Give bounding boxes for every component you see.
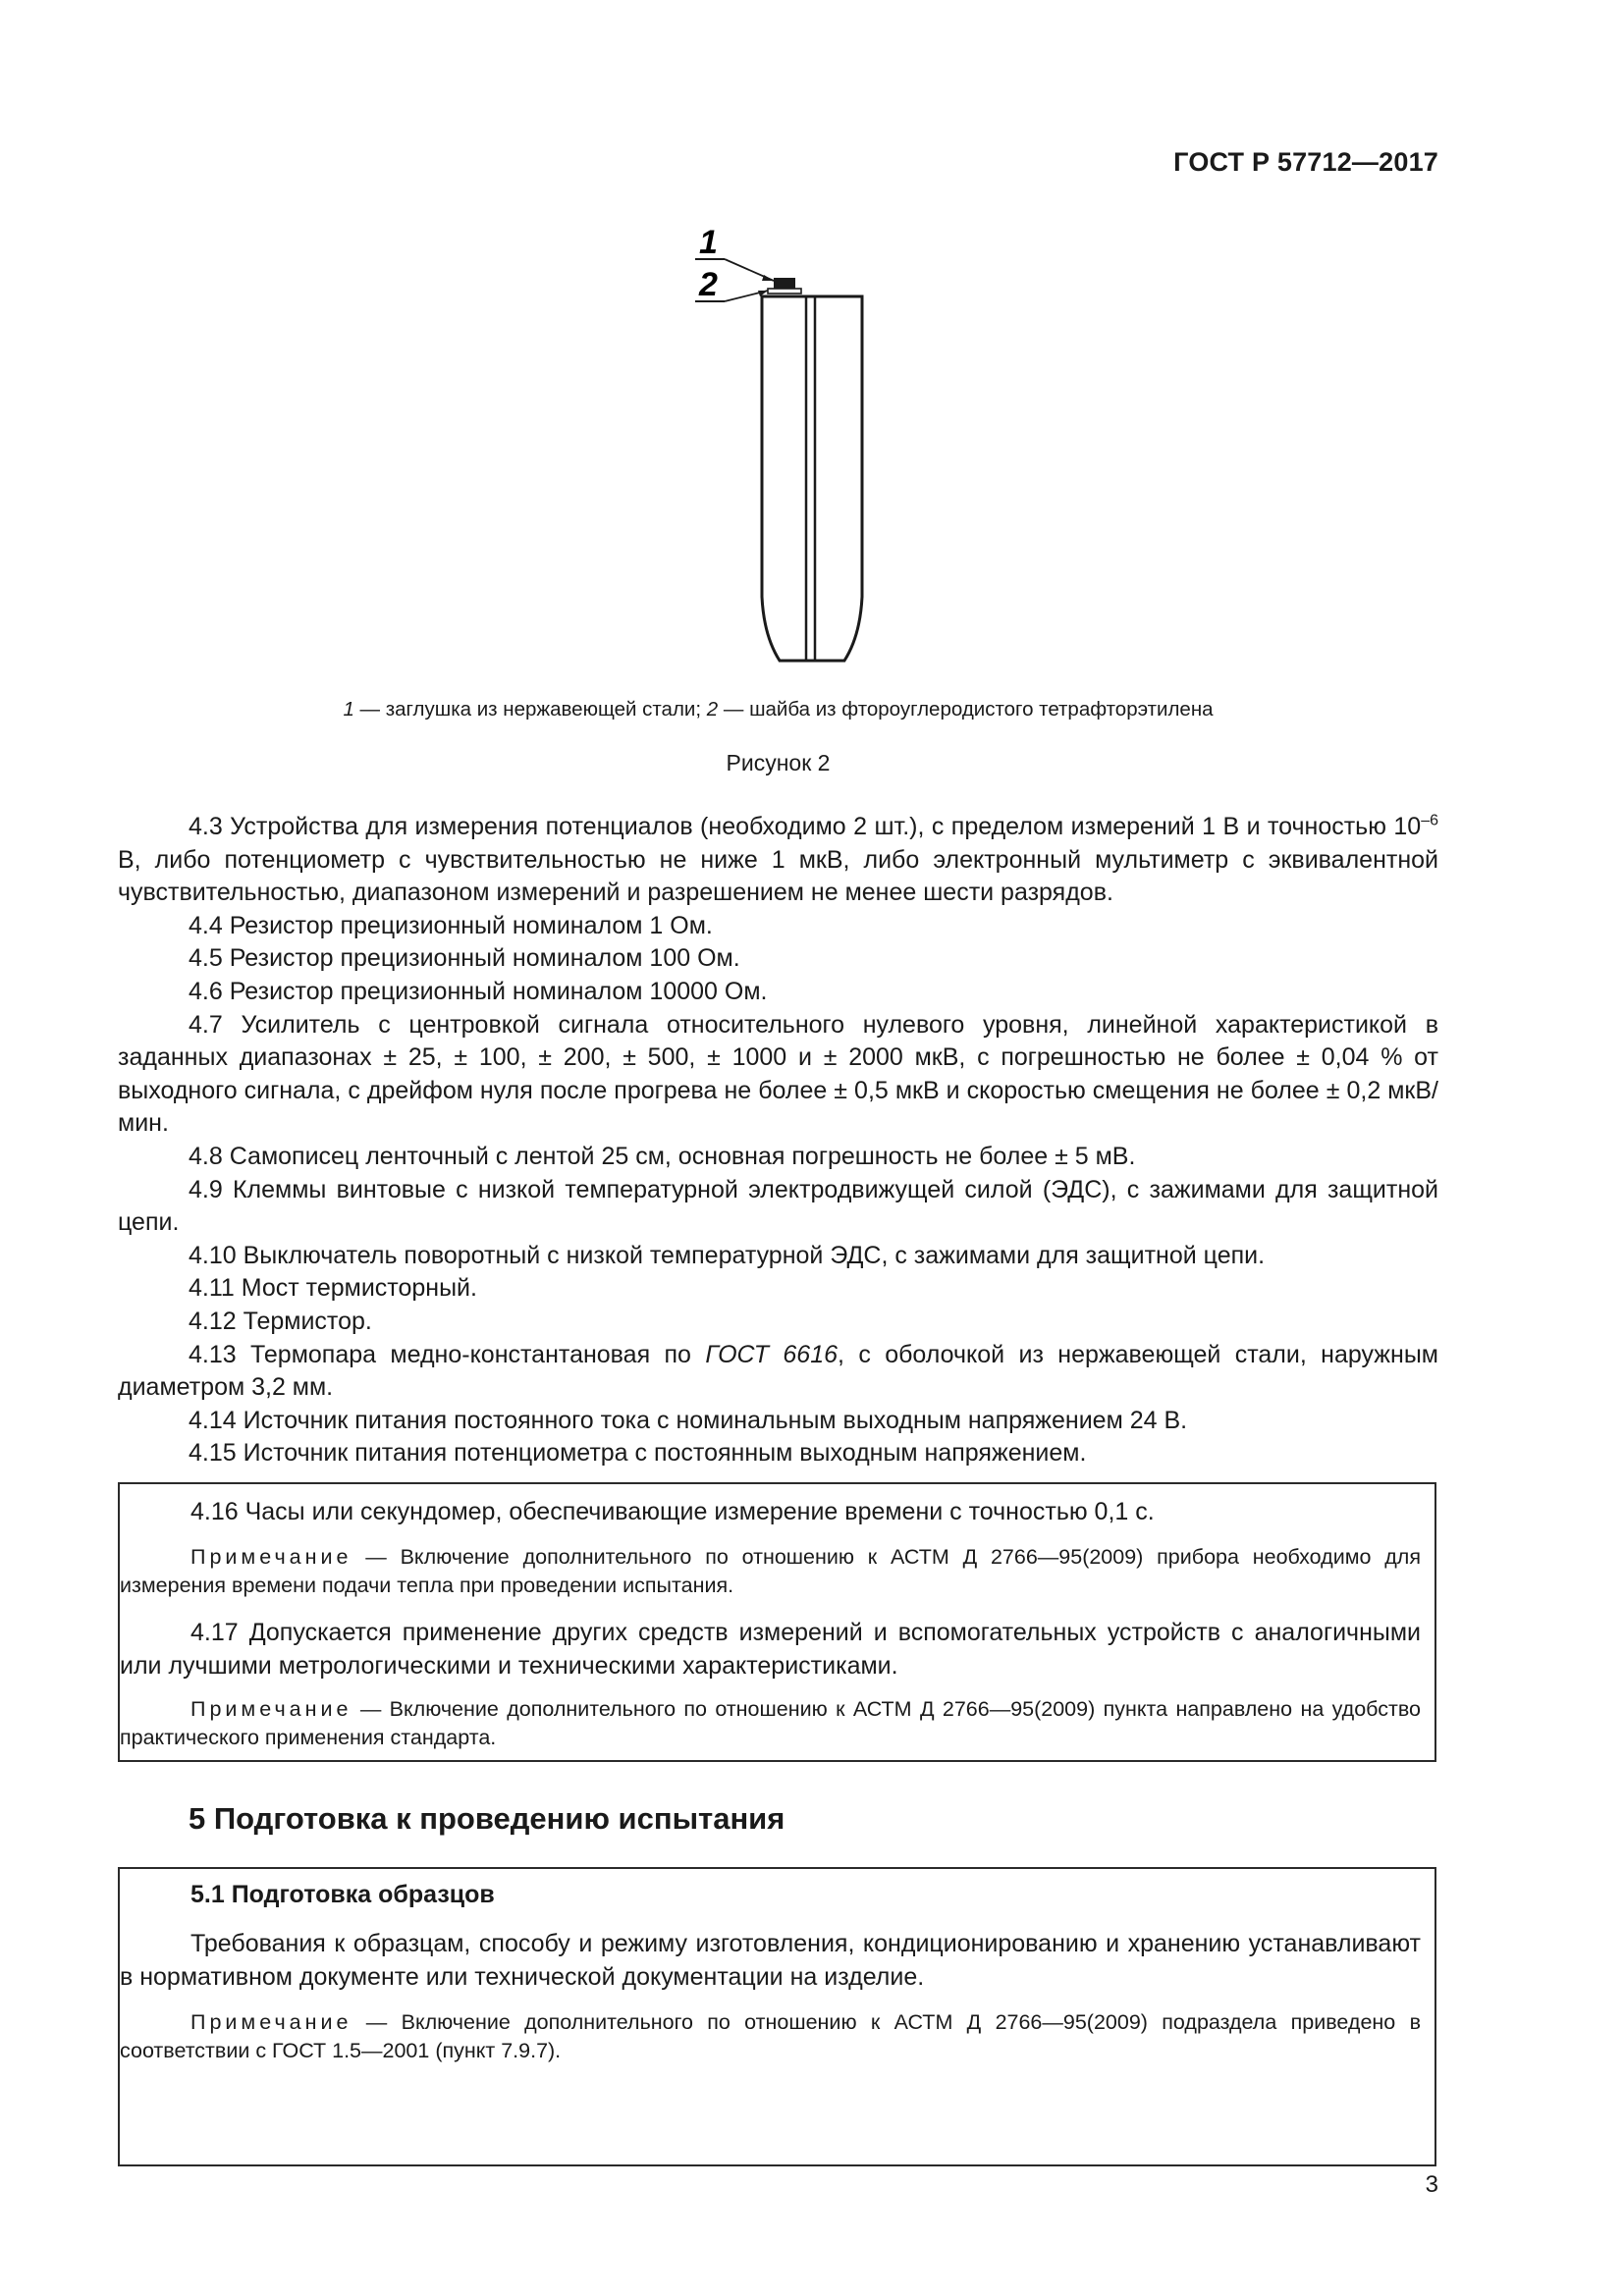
leader-arrow-1 — [762, 275, 774, 281]
paragraph-4-3 — [118, 811, 1438, 910]
figure-title: Рисунок 2 — [726, 750, 831, 775]
note-label: Примечание — [190, 1545, 352, 1569]
document-code: ГОСТ Р 57712—2017 — [1173, 147, 1438, 177]
paragraph-4-16: 4.16 Часы или секундомер, обеспечивающие измерение времени с точностью 0,1 с. — [190, 1498, 1155, 1525]
paragraph-4-15: 4.15 Источник питания потенциометра с постоянным выходным напряжением. — [189, 1439, 1087, 1468]
paragraph-4-8: 4.8 Самописец ленточный с лентой 25 см, основная погрешность не более ± 5 мВ. — [189, 1142, 1136, 1170]
note-label: Примечание — [190, 1697, 352, 1721]
container-body — [762, 296, 862, 661]
figure-container-drawing — [677, 224, 913, 675]
page-number: 3 — [1425, 2171, 1438, 2198]
figure-legend — [118, 698, 1438, 721]
paragraph-4-3-part-a: 4.3 Устройства для измерения потенциалов (необходимо 2 шт.), с пределом измерений 1 В и точностью 10 — [189, 813, 1422, 840]
paragraph-4-10: 4.10 Выключатель поворотный с низкой температурной ЭДС, с зажимами для защитной цепи. — [189, 1241, 1266, 1269]
paragraph-4-5: 4.5 Резистор прецизионный номиналом 100 Ом. — [189, 944, 740, 973]
paragraph-4-13-part-b: , с оболочкой из нержавеющей стали, наружным диаметром 3,2 мм. — [118, 1340, 1438, 1402]
paragraph-4-12: 4.12 Термистор. — [189, 1307, 372, 1335]
callout-label-2: 2 — [699, 266, 718, 303]
framed-block-additions — [118, 1482, 1436, 1762]
legend-text-2: — шайба из фтороуглеродистого тетрафторэтилена — [718, 698, 1214, 721]
paragraph-4-13-standard-ref: ГОСТ 6616 — [705, 1340, 839, 1368]
subsection-5-1-heading: 5.1 Подготовка образцов — [190, 1881, 495, 1908]
paragraph-4-3-exponent: –6 — [1421, 812, 1438, 829]
paragraph-4-13-part-a: 4.13 Термопара медно-константановая по — [189, 1340, 706, 1368]
paragraph-4-6: 4.6 Резистор прецизионный номиналом 10000 Ом. — [189, 977, 768, 1005]
note-text: — Включение дополнительного по отношению к АСТМ Д 2766—95(2009) подраздела приведено в соответствии с ГОСТ 1.5—2001 (пункт 7.9.7). — [120, 2010, 1421, 2062]
ptfe-washer — [768, 289, 801, 294]
paragraph-4-4: 4.4 Резистор прецизионный номиналом 1 Ом. — [189, 911, 713, 939]
note-4-16 — [120, 1543, 1421, 1600]
paragraph-4-7: 4.7 Усилитель с центровкой сигнала относительного нулевого уровня, линейной характеристикой в заданных диапазонах ± 25, ± 100, ± 200, ± 500, ± 1000 и ± 2000 мкВ, с погрешностью не более ± 0,04 % от выходного сигнала, с дрейфом нуля после прогрева не более ± 0,5 мкВ и скоростью смещения не более ± 0,2 мкВ/мин. — [118, 1010, 1438, 1138]
paragraph-4-3-part-b: В, либо потенциометр с чувствительностью не ниже 1 мкВ, либо электронный мультиметр с эквивалентной чувствительностью, диапазоном измерений и разрешением не менее шести разрядов. — [118, 845, 1438, 907]
paragraph-5-1: Требования к образцам, способу и режиму изготовления, кондиционированию и хранению устанавливают в нормативном документе или технической документации на изделие. — [120, 1930, 1421, 1991]
note-label: Примечание — [190, 2010, 352, 2034]
note-4-17 — [120, 1695, 1421, 1752]
note-text: — Включение дополнительного по отношению к АСТМ Д 2766—95(2009) пункта направлено на удобство практического применения стандарта. — [120, 1697, 1421, 1749]
figure-container-drawing-svg — [677, 224, 913, 675]
framed-block-section-5-1 — [118, 1867, 1436, 2166]
paragraph-4-14: 4.14 Источник питания постоянного тока с номинальным выходным напряжением 24 В. — [189, 1406, 1188, 1434]
section-5-heading: 5 Подготовка к проведению испытания — [189, 1801, 785, 1836]
paragraph-4-9: 4.9 Клеммы винтовые с низкой температурной электродвижущей силой (ЭДС), с зажимами для защитной цепи. — [118, 1175, 1438, 1237]
paragraph-4-11: 4.11 Мост термисторный. — [189, 1274, 477, 1303]
body-text — [118, 811, 1438, 1470]
note-text: — Включение дополнительного по отношению к АСТМ Д 2766—95(2009) прибора необходимо для измерения времени подачи тепла при проведении испытания. — [120, 1545, 1421, 1597]
paragraph-4-17: 4.17 Допускается применение других средств измерений и вспомогательных устройств с аналогичными или лучшими метрологическими и техническими характеристиками. — [120, 1619, 1421, 1680]
legend-num-2: 2 — [706, 698, 719, 721]
callout-label-1: 1 — [699, 224, 718, 261]
paragraph-4-13 — [118, 1339, 1438, 1405]
legend-text-1: — заглушка из нержавеющей стали; — [353, 698, 707, 721]
note-5-1 — [120, 2008, 1421, 2065]
legend-num-1: 1 — [343, 698, 354, 721]
